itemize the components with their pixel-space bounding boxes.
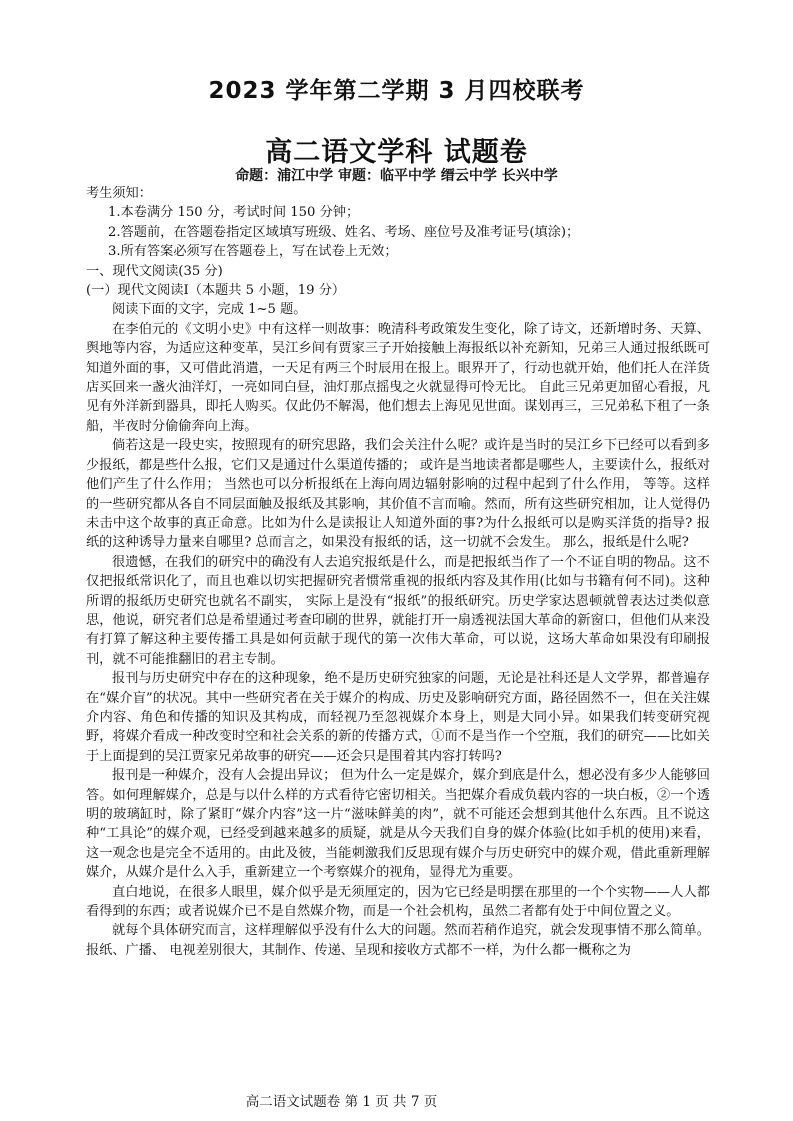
section-heading: 一、现代文阅读(35 分) [86, 263, 223, 279]
passage-paragraph: 在李伯元的《文明小史》中有这样一则故事：晚清科考政策发生变化，除了诗文，还新增时务、天算、舆地等内容，为适应这种变革，吴江乡间有贾家三子开始接触上海报纸以补充新知，兄弟三人通过报纸既可知道外面的事，又可借此消遣，一天足有两三个时辰用在报上。眼界开了，行动也就开始，他们托人在洋货店买回来一盏火油洋灯，一亮如同白昼，油灯那点摇曳之火就显得可怜无比。 自此三兄弟更加留心看报，凡见有外洋新到器具，即托人购买。仅此仍不解渴，他们想去上海见见世面。谋划再三，三兄弟私下租了一条船，半夜时分偷偷奔向上海。 [86, 321, 711, 434]
notice-item: 2.答题前，在答题卷指定区域填写班级、姓名、考场、座位号及准考证号(填涂)； [108, 224, 580, 240]
exam-subtitle: 高二语文学科 试题卷 [265, 137, 528, 168]
notice-item: 1.本卷满分 150 分，考试时间 150 分钟； [108, 205, 360, 221]
notice-item: 3.所有答案必须写在答题卷上，写在试卷上无效； [108, 244, 398, 260]
notice-heading: 考生须知： [86, 186, 152, 201]
exam-title: 2023 学年第二学期 3 月四校联考 [208, 78, 585, 104]
passage-paragraph: 就每个具体研究而言，这样理解似乎没有什么大的问题。然而若稍作追究，就会发现事情不那么简单。报纸、广播、 电视差别很大，其制作、传递、呈现和接收方式都不一样，为什么都一概称之为 [86, 923, 710, 958]
passage-paragraph: 报刊与历史研究中存在的这种现象，绝不是历史研究独家的问题，无论是社科还是人文学界，都普遍存在“媒介盲”的状况。其中一些研究者在关于媒介的构成、历史及影响研究方面，路径固然不一，但在关注媒介内容、角色和传播的知识及其构成，而轻视乃至忽视媒介本身上，则是大同小异。如果我们转变研究视野，将媒介看成一种改变时空和社会关系的新的传播方式，①而不是当作一个空瓶，我们的研究——比如关于上面提到的吴江贾家兄弟故事的研究——还会只是围着其内容打转吗? [86, 671, 710, 764]
passage-paragraph: 很遗憾，在我们的研究中的确没有人去追究报纸是什么，而是把报纸当作了一个不证自明的物品。这不仅把报纸常识化了，而且也难以切实把握研究者惯常重视的报纸内容及其作用(比如与书籍有何不同)。这种所谓的报纸历史研究也就名不副实， 实际上是没有“报纸”的报纸研究。历史学家达恩顿就曾表达过类似意思，他说，研究者们总是希望通过考查印刷的世界，就能打开一扇透视法国大革命的新窗口，但他们从来没有打算了解这种主要传播工具是如何贡献于现代的第一次伟大革命，可以说，这场大革命如果没有印刷报刊，就不可能推翻旧的君主专制。 [86, 554, 710, 667]
exam-authors: 命题：浦江中学 审题：临平中学 缙云中学 长兴中学 [235, 168, 558, 184]
passage-paragraph: 直白地说，在很多人眼里，媒介似乎是无须厘定的，因为它已经是明摆在那里的一个个实物——人人都看得到的东西；或者说媒介已不是自然媒介物，而是一个社会机构，虽然二者都有处于中间位置之义。 [86, 884, 710, 920]
page-footer: 高二语文试题卷 第 1 页 共 7 页 [245, 1094, 438, 1110]
passage-paragraph: 倘若这是一段史实，按照现有的研究思路，我们会关注什么呢？或许是当时的吴江乡下已经可以看到多少报纸，都是些什么报，它们又是通过什么渠道传播的； 或许是当地读者都是哪些人，主要读什么，报纸对他们产生了什么作用； 当然也可以分析报纸在上海向周边辐射影响的过程中起到了什么作用， 等等。这样的一些研究都从各自不同层面触及报纸及其影响，其价值不言而喻。然而，所有这些研究相加，让人觉得仍未击中这个故事的真正命意。比如为什么是读报让人知道外面的事?为什么报纸可以是购买洋货的指导? 报纸的这种诱导力量来自哪里? 总而言之，如果没有报纸的话，这一切就不会发生。 那么，报纸是什么呢? [86, 438, 711, 551]
exam-body [86, 184, 710, 960]
subsection-heading: (一）现代文阅读Ⅰ（本题共 5 小题，19 分） [86, 283, 346, 299]
reading-instruction: 阅读下面的文字，完成 1~5 题。 [112, 302, 307, 318]
passage-paragraph: 报刊是一种媒介，没有人会提出异议； 但为什么一定是媒介，媒介到底是什么，想必没有多少人能够回答。如何理解媒介，总是与以什么样的方式看待它密切相关。当把媒介看成负载内容的一块白板，②一个透明的玻璃缸时，除了紧盯“媒介内容”这一片“滋味鲜美的肉”，就不可能还会想到其他什么东西。且不说这种“工具论”的媒介观，已经受到越来越多的质疑，就是从今天我们自身的媒介体验(比如手机的使用)来看，这一观念也是完全不适用的。由此及彼，当能刺激我们反思现有媒介与历史研究中的媒介观，借此重新理解媒介，从媒介是什么入手，重新建立一个考察媒介的视角，显得尤为重要。 [86, 768, 710, 881]
